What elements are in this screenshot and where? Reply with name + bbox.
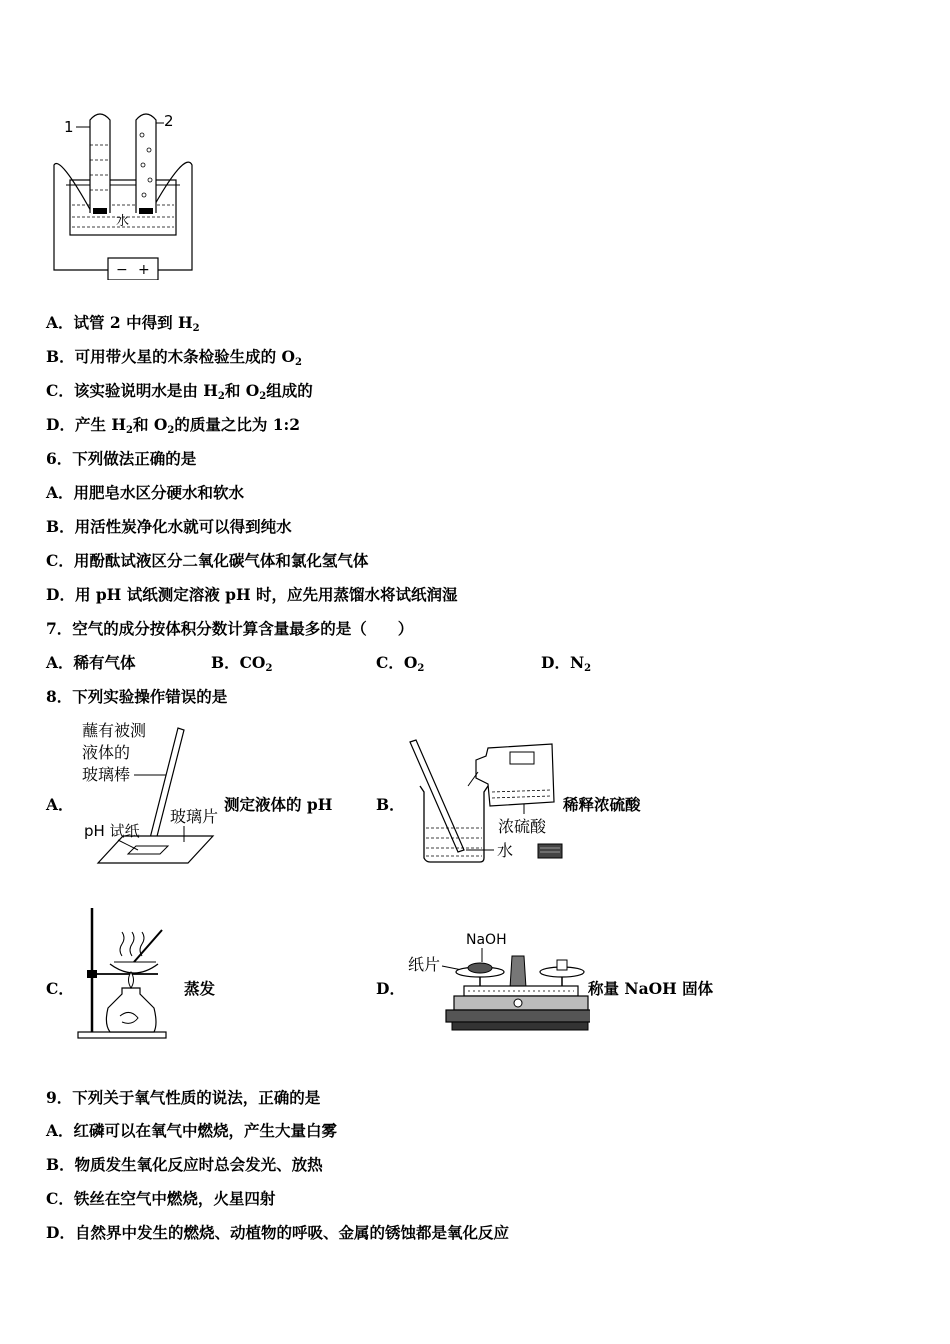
q6-stem: 6．下列做法正确的是 [46,449,197,468]
q5-c-text: C．该实验说明水是由 H [46,381,218,400]
q5-option-c [46,379,313,402]
q8-b-letter: B． [376,795,405,814]
q7-option-b [211,651,272,674]
balance-naoh-label: NaOH [466,932,507,948]
tube-2-label: 2 [164,112,174,130]
q8-d-caption: 称量 NaOH 固体 [588,979,714,998]
ph-fig-label-2: 液体的 [82,743,131,762]
q5-option-a [46,311,200,334]
q5-c-mid: 和 O [224,381,260,400]
q8-c-letter: C． [46,979,74,998]
q7-d-sub: 2 [584,663,592,674]
q8-c-caption: 蒸发 [184,979,216,998]
q7-d-text: D．N [541,653,585,672]
dilution-figure [406,738,566,868]
q6-option-b: B．用活性炭净化水就可以得到纯水 [46,517,292,536]
q7-option-c [376,651,424,674]
q8-a-caption: 测定液体的 pH [224,795,333,814]
dilution-acid-label: 浓硫酸 [498,817,547,836]
ph-fig-label-4: 玻璃片 [170,807,219,826]
ph-fig-label-1: 蘸有被测 [82,721,147,740]
q7-b-sub: 2 [265,663,273,674]
q5-d-text: D．产生 H [46,415,126,434]
ph-fig-label-5: pH 试纸 [84,822,140,840]
q5-d-mid: 和 O [132,415,168,434]
q5-d-suffix: 的质量之比为 1:2 [174,415,301,434]
q5-a-text: A．试管 2 中得到 H [46,313,193,332]
q9-stem: 9．下列关于氧气性质的说法，正确的是 [46,1088,321,1107]
q5-option-b [46,345,302,368]
q5-d-sub1: 2 [125,425,133,436]
q8-d-letter: D． [376,979,405,998]
q7-option-d [541,651,591,674]
q5-b-text: B．可用带火星的木条检验生成的 O [46,347,296,366]
q6-option-c: C．用酚酞试液区分二氧化碳气体和氯化氢气体 [46,551,369,570]
q9-option-b: B．物质发生氧化反应时总会发光、放热 [46,1155,323,1174]
q5-b-sub: 2 [295,357,302,368]
ph-test-figure [78,718,228,870]
evaporation-figure [74,904,174,1040]
q9-option-d: D．自然界中发生的燃烧、动植物的呼吸、金属的锈蚀都是氧化反应 [46,1223,509,1242]
q9-option-c: C．铁丝在空气中燃烧，火星四射 [46,1189,276,1208]
q7-option-a: A．稀有气体 [46,653,136,672]
water-label: 水 [116,214,130,229]
q8-b-caption: 稀释浓硫酸 [563,795,641,814]
q5-option-d [46,413,300,436]
q8-stem: 8．下列实验操作错误的是 [46,687,228,706]
q5-d-sub2: 2 [167,425,175,436]
q5-c-sub2: 2 [259,391,267,402]
balance-paper-label: 纸片 [408,955,441,974]
q5-c-sub1: 2 [217,391,225,402]
battery-plus: + [138,262,150,278]
q7-c-text: C．O [376,653,418,672]
q5-a-sub: 2 [192,323,200,334]
q7-b-text: B．CO [211,653,266,672]
q8-a-letter: A． [46,795,74,814]
battery-minus: − [116,262,128,278]
q7-stem: 7．空气的成分按体积分数计算含量最多的是（ ） [46,619,414,638]
q5-c-suffix: 组成的 [266,381,313,400]
tube-1-label: 1 [64,118,74,136]
q6-option-a: A．用肥皂水区分硬水和软水 [46,483,245,502]
dilution-water-label: 水 [497,841,514,860]
q6-option-d: D．用 pH 试纸测定溶液 pH 时，应先用蒸馏水将试纸润湿 [46,585,458,604]
balance-figure [406,928,590,1040]
electrolysis-figure [50,105,200,280]
q7-c-sub: 2 [417,663,425,674]
q9-option-a: A．红磷可以在氧气中燃烧，产生大量白雾 [46,1121,338,1140]
ph-fig-label-3: 玻璃棒 [82,765,131,784]
